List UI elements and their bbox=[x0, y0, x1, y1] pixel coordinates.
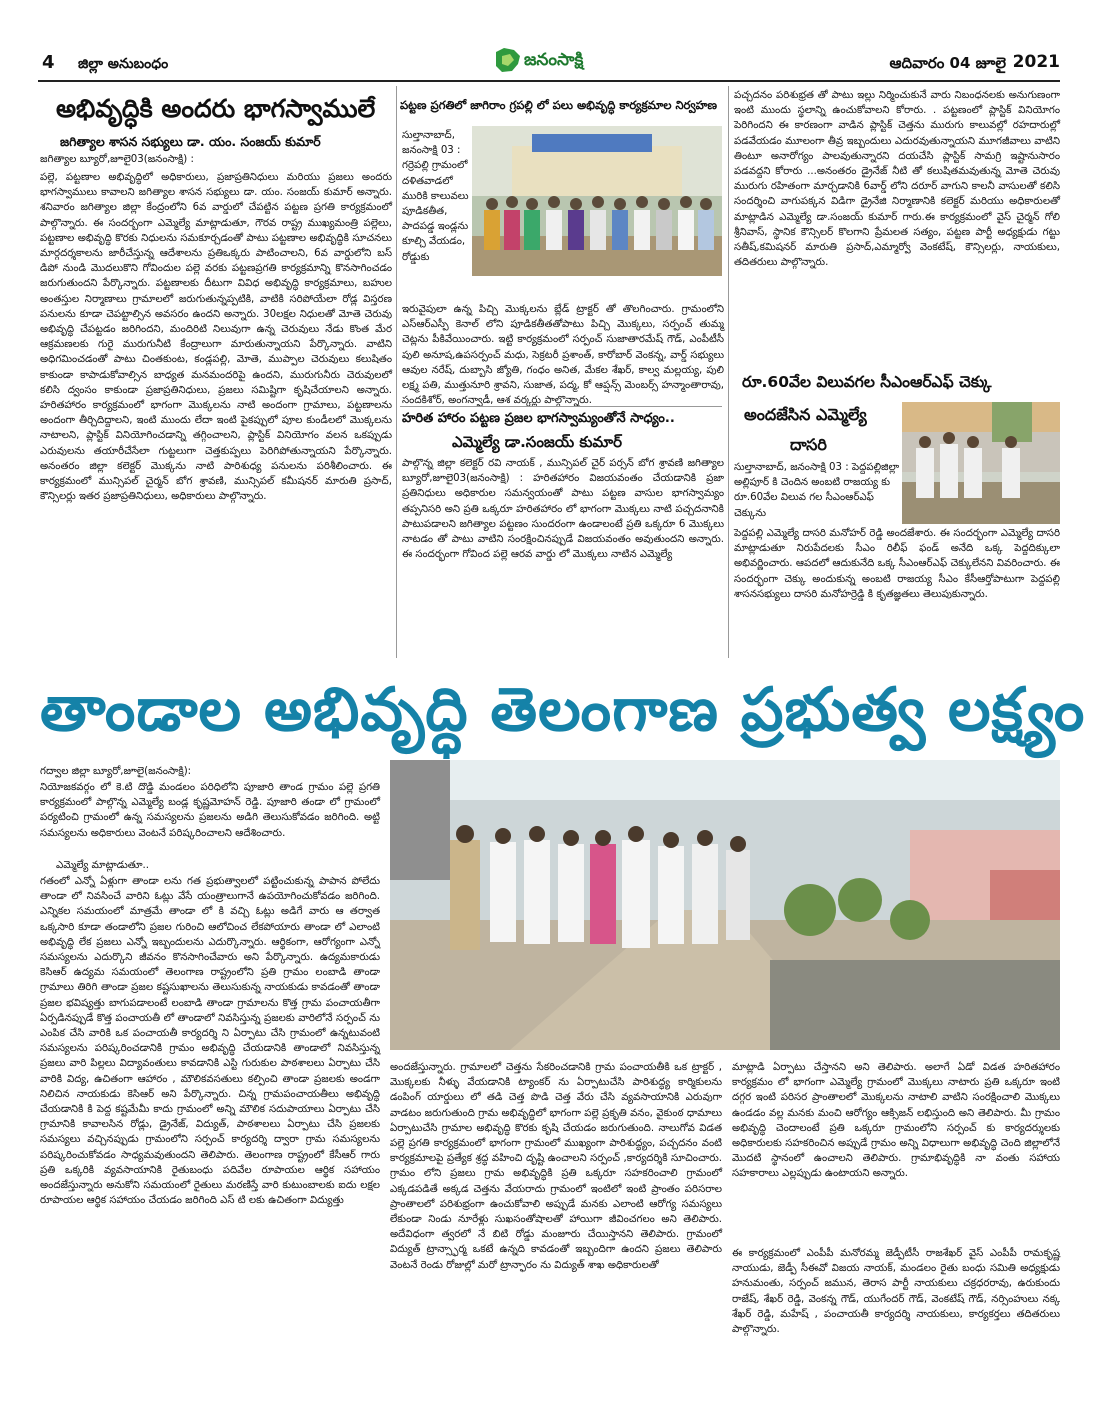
main-col3-body: మాట్లాడి ఏర్పాటు చేస్తానని అని తెలిపారు. అలాగే ఏడో విడత హరితహారం కార్యక్రమం లో భాగంగా ఎమ్మెల్యే గ్రామంలో మొక్కలు నాటారు ప్రతి ఒక్కరూ ఇంటి దగ్గర ఇంటి పరిసర ప్రాంతాలలో మొక్కలను నాటాలి వాటిని సంరక్షించాలి మొక్కలు ఉండడం వల్ల మనకు మంచి ఆరోగ్యం ఆక్సిజన్ లభిస్తుంది అని తెలిపారు. మీ గ్రామం అభివృద్ధి చెందాలంటే ప్రతి ఒక్కరూ గ్రామంలోని సర్పంచ్ కు కార్యదర్శులకు అధికారులకు సహకరించిన అప్పుడే గ్రామం అన్ని విధాలుగా అభివృద్ధి చెంది జిల్లాలోనే మొదటి స్థానంలో ఉంచాలని తెలిపారు. గ్రామాభివృద్ధికి నా వంతు సహాయ సహకారాలు ఎల్లప్పుడు ఉంటాయని అన్నారు. bbox=[732, 1062, 1060, 1180]
section-title: జిల్లా అనుబంధం bbox=[78, 56, 169, 72]
masthead-logo bbox=[492, 46, 612, 78]
main-headline: తాండాల అభివృద్ధి తెలంగాణ ప్రభుత్వ లక్ష్యం bbox=[40, 675, 1086, 745]
article1-subhead: జగిత్యాల శాసన సభ్యులు డా. యం. సంజయ్ కుమార్ bbox=[60, 134, 321, 149]
article1-dateline: జగిత్యాల బ్యూరో,జూలై03(జనంసాక్షి) : bbox=[40, 154, 194, 165]
article2-photo bbox=[472, 126, 722, 276]
main-dateline: గద్వాల జిల్లా బ్యూరో,జూలై(జనంసాక్షి): bbox=[40, 766, 192, 777]
article2-headline: పట్టణ ప్రగతిలో జాగిరాం గ్రపల్లి లో పలు అభివృద్ధి కార్యక్రమాల నిర్వహణ bbox=[400, 98, 718, 112]
main-col3-attendees: ఈ కార్యక్రమంలో ఎంపీపీ మనోరమ్మ జెడ్పీటీసీ రాజశేఖర్ వైస్ ఎంపీపీ రామకృష్ణ నాయుడు, జెడ్పీ సీఈవో విజయ నాయక్, మండలం రైతు బంధు సమితి అధ్యక్షుడు హనుమంతు, సర్పంచ్ జమున, తెరాస పార్టీ నాయకులు చక్రధరరావు, ఉరుకుందు రాజేష్, శేఖర్ రెడ్డి, వెంకన్న గౌడ్, యుగేందర్ గౌడ్, వెంకటేష్ గౌడ్, నర్సింహులు నక్క శేఖర్ రెడ్డి, మహేష్ , పంచాయతీ కార్యదర్శి నాయకులు, కార్యకర్తలు తదితరులు పాల్గొన్నారు. bbox=[732, 1248, 1060, 1336]
article5-side-text: సుల్తానాబాద్, జనంసాక్షి 03 : పెద్దపల్లిజిల్లా అల్లిపూర్ కి చెందిన అంబటి రాజయ్య కు రూ.60వేల విలువ గల సీఎంఆర్ఎఫ్ చెక్కును bbox=[734, 462, 900, 519]
article3-headline: హరిత హారం పట్టణ ప్రజల భాగస్వామ్యంతోనే సాధ్యం.. bbox=[402, 411, 675, 426]
issue-date: ఆదివారం 04 జూలై bbox=[889, 54, 1006, 72]
article2-side-text: సుల్తానాబాద్, జనంసాక్షి 03 : గర్రెపల్లి గ్రామంలో దళితవాడలో మురికి కాలువలు పూడికతీత, పాదపడ్డ ఇండ్లను కూల్చి వేయడం, రోడ్డుకు bbox=[402, 130, 469, 263]
column-divider bbox=[396, 86, 397, 658]
header-rule bbox=[38, 80, 1060, 82]
article2-body: ఇరువైపులా ఉన్న పిచ్చి మొక్కలను బ్లేడ్ ట్రాక్టర్ తో తొలగించారు. గ్రామంలోని ఎస్ఆర్ఎస్పీ కెనాల్ లోని పూడికతీతతోపాటు పిచ్చి మొక్కలు, సర్పంచ్ తుమ్మ చెట్లను పీకివేయించారు. ఇట్టి కార్యక్రమంలో సర్పంచ్ సుజాతారమేష్ గౌడ్, ఎంపీటీసీ పులి అనూష,ఉపసర్పంచ్ మధు, సెక్రటరీ ప్రశాంత్, కారోబార్ వెంకన్న, వార్డ్ సభ్యులు ఆవుల నరేష్, దుబ్బాసి జ్యోతి, గంధం అనిత, మేకల శేఖర్, కాల్వ మల్లయ్య, పులి లక్ష్మ పతి, ముత్తునూరి శ్రావని, సుజాత, పద్మ, కో ఆప్షన్స్ మెంబర్స్ హన్మాంతారావు, సందకిశోర్, అంగన్వాడీ, ఆశ వర్కర్లు పాల్గొన్నారు. bbox=[402, 304, 724, 407]
main-col1-body: గతంలో ఎన్నో ఏళ్లుగా తాండా లను గత ప్రభుత్వాలలో పట్టించుకున్న పాపాన పోలేదు తాండా లో నివసించే వారిని ఓట్లు వేసే యంత్రాలుగానే ఉపయోగించుకోవడం జరిగింది. ఎన్నికల సమయంలో మాత్రమే తాండా లో కి వచ్చి ఓట్లు అడిగే వారు ఆ తర్వాత ఒక్కసారి కూడా తండాలోని ప్రజల గురించి ఆలోచించ లేకపోయారు తాండా లో ఎలాంటి అభివృద్ధి లేక ప్రజలు ఎన్నో ఇబ్బందులను ఎదుర్కొన్నారు. ఆర్థికంగా, ఆరోగ్యంగా ఎన్నో సమస్యలను ఎదుర్కొని జీవనం కొనసాగించేవారు అని పేర్కొన్నారు. ఉద్యమకారుడు కెసిఆర్ ఉద్యమ సమయంలో తెలంగాణ రాష్ట్రంలోని ప్రతి గ్రామం లంబాడి తాండా గ్రామాలు తిరిగి తాండా ప్రజల కష్టసుఖాలను తెలుసుకున్న నాయకుడు కావడంతో తాండా ప్రజల భవిష్యత్తు బాగుపడాలంటే లంబాడి తాండా గ్రామాలను కొత్త గ్రామ పంచాయతీగా ఏర్పడినప్పుడే కొత్త పంచాయతీ లో తాండాలో నివసిస్తున్న ప్రజలకు వారిలోనే సర్పంచ్ ను ఎంపిక చేసి వారికి ఒక పంచాయతీ కార్యదర్శి ని ఏర్పాటు చేసి గ్రామంలో ఉన్నటువంటి సమస్యలను పరిష్కరించడానికి గ్రామం అభివృద్ధి చేయడానికి తాండాలో నివసిస్తున్న ప్రజలు వారి పిల్లలు విద్యావంతులు కావడానికి ఎస్టి గురుకుల పాఠశాలలు ఏర్పాటు చేసి వారికి విద్య, ఉచితంగా ఆహారం , మౌలికవసతులు కల్పించి తాండా ప్రజలకు అండగా నిలిచిన నాయకుడు కెసిఆర్ అని పేర్కొన్నారు. చిన్న గ్రామపంచాయతీలు అభివృద్ధి చేయడానికి కి పెద్ద కష్టమేమీ కాదు గ్రామంలో అన్ని మౌలిక సదుపాయాలు ఏర్పాటు చేసి గ్రామానికి కావాలసిన రోడ్లు, డ్రైనేజ్, విద్యుత్, పాఠశాలలు ఏర్పాటు చేసి ప్రజలకు సమస్యలు వచ్చినప్పుడు గ్రామంలోని సర్పంచ్ కార్యదర్శి ద్వారా గ్రామ సమస్యలను పరిష్కరించుకోవడం సాధ్యమవుతుందని తెలిపారు. తెలంగాణ రాష్ట్రంలో కేసీఆర్ గారు ప్రతి ఒక్కరికి వ్యవసాయానికి రైతుబంధు పదివేల రూపాయల ఆర్థిక సహాయం అందజేస్తున్నారు అనుకోని సమయంలో రైతులు మరణిస్తే వారి కుటుంబాలకు ఐదు లక్షల రూపాయల ఆర్థిక సహాయం చేయడం జరిగింది ఎస్ టి లకు ఉచితంగా విద్యుత్తు bbox=[40, 876, 380, 1207]
article5-headline-line3: దాసరి bbox=[790, 435, 827, 454]
main-col1-intro: నియోజకవర్గం లో కె.టి దొడ్డి మండలం పరిధిలోని పూజారి తాండ గ్రామం పల్లె ప్రగతి కార్యక్రమంలో పాల్గొన్న ఎమ్మెల్యే బండ్ల కృష్ణమోహన్ రెడ్డి. పూజారి తండా లో గ్రామంలో పర్యటించి గ్రామంలో ఉన్న సమస్యలను ప్రజలను అడిగి తెలుసుకోవడం జరిగింది. అట్టి సమస్యలను అధికారులు వెంటనే పరిష్కరించాలని ఆదేశించారు. bbox=[40, 782, 380, 839]
article-divider bbox=[400, 406, 722, 407]
article3-subhead: ఎమ్మెల్యే డా.సంజయ్ కుమార్ bbox=[452, 433, 622, 451]
main-col1-quote-lead: ఎమ్మెల్యే మాట్లాడుతూ.. bbox=[56, 860, 149, 871]
main-photo bbox=[390, 760, 1060, 1050]
main-col2-body: అందజేస్తున్నారు. గ్రామాలలో చెత్తను సేకరించడానికి గ్రామ పంచాయతీకి ఒక ట్రాక్టర్ , మొక్కలకు నీళ్ళు వేయడానికి ట్యాంకర్ ను ఏర్పాటుచేసి పారిశుద్ధ్య కార్మికులను డంపింగ్ యార్డులు లో తడి చెత్త పొడి చెత్త వేరు చేసి వ్యవసాయానికి ఎరువుగా వాడటం జరుగుతుంది గ్రామ అభివృద్ధిలో భాగంగా పల్లె ప్రకృతి వనం, వైకుంఠ ధామాలు ఏర్పాటుచేసి గ్రామాల అభివృద్ధి కొరకు కృషి చేయడం జరుగుతుంది. నాలుగోవ విడత పల్లె ప్రగతి కార్యక్రమంలో భాగంగా గ్రామంలో ముఖ్యంగా పారిశుద్ధ్యం, పచ్చదనం వంటి కార్యక్రమాలపై ప్రత్యేక శ్రద్ధ వహించి దృష్టి ఉంచాలని సర్పంచ్ ,కార్యదర్శికి సూచించారు. గ్రామం లోని ప్రజలు గ్రామ అభివృద్ధికి ప్రతి ఒక్కరూ సహకరించాలి గ్రామంలో ఎక్కడపడితే అక్కడ చెత్తను వేయరాదు గ్రామంలో ఇంటిలో ఇంటి ప్రాంతం పరిసరాల ప్రాంతాలలో పరిశుభ్రంగా ఉంచుకోవాలి అప్పుడే మనకు ఎలాంటి ఆరోగ్య సమస్యలు లేకుండా నిండు నూరేళ్లు సుఖసంతోషాలతో హాయిగా జీవించగలం అని తెలిపారు. అదేవిధంగా త్వరలో నే బిటి రోడ్డు మంజూరు చేయిస్తానని తెలిపారు. గ్రామంలో విద్యుత్ ట్రాన్స్ఫార్మ ఒకటే ఉన్నది కావడంతో ఇబ్బందిగా ఉందని ప్రజలు తెలిపారు వెంటనే రెండు రోజుల్లో మరో ట్రాన్ఫారం ను విద్యుత్ శాఖ అధికారులతో bbox=[390, 1062, 722, 1271]
article5-body: పెద్దపల్లి ఎమ్మెల్యే దాసరి మనోహర్ రెడ్డి అందజేశారు. ఈ సందర్భంగా ఎమ్మెల్యే దాసరి మాట్లాడుతూ నిరుపేదలకు సీఎం రిలీఫ్ ఫండ్ అనేది ఒక్క పెద్దదిక్కులా అభివర్ణించారు. ఆపదలో ఆదుకునేది ఒక్క సీఎంఆర్ఎఫ్ చెక్కులేనని వివరించారు. ఈ సందర్భంగా చెక్కు అందుకున్న అంబటి రాజయ్య సీఎం కేసీఆర్తోపాటుగా పెద్దపల్లి శాసనసభ్యులు దాసరి మనోహర్రెడ్డి కి కృతజ్ఞతలు తెలుపుకున్నారు. bbox=[734, 528, 1060, 600]
article5-headline-line2: అందజేసిన ఎమ్మెల్యే bbox=[744, 405, 867, 424]
article3-body: పాల్గొన్న జిల్లా కలెక్టర్ రవి నాయక్ , మున్సిపల్ చైర్ పర్సన్ బోగ శ్రావణి జగిత్యాల బ్యూరో,జూలై03(జనంసాక్షి) : హరితహారం విజయవంతం చేయడానికి ప్రజా ప్రతినిధులు అధికారుల సమన్వయంతో పాటు పట్టణ వాసుల భాగస్వామ్యం తప్పనిసరి అని ప్రతి ఒక్కరూ హరితహారం లో భాగంగా మొక్కలు నాటి పచ్చదనానికి పాటుపడాలని జగిత్యాల పట్టణం సుందరంగా ఉండాలంటే ప్రతి ఒక్కరూ 6 మొక్కలు నాటడం తో పాటు వాటిని సంరక్షించినప్పుడే విజయవంతం అవుతుందని అన్నారు. ఈ సందర్భంగా గోవింద పల్లె ఆరవ వార్డు లో మొక్కలు నాటిన ఎమ్మెల్యే bbox=[402, 458, 724, 561]
article1-headline: అభివృద్ధికి అందరు భాగస్వాములే bbox=[56, 94, 376, 123]
article1-body: పల్లె, పట్టణాల అభివృద్ధిలో అధికారులు, ప్రజాప్రతినిధులు మరియు ప్రజలు అందరు భాగస్వాములు కావాలని జగిత్యాల శాసన సభ్యులు డా. యం. సంజయ్ కుమార్ అన్నారు. శనివారం జగిత్యాల జిల్లా కేంద్రంలోని 6వ వార్డులో చేపట్టిన పట్టణ ప్రగతి కార్యక్రమంలో పాల్గొన్నారు. ఈ సందర్బంగా ఎమ్మెల్యే మాట్లాడుతూ, గౌరవ రాష్ట్ర ముఖ్యమంత్రి పల్లెలు, పట్టణాల అభివృద్ధి కొరకు నిధులను సమకూర్చడంతో పాటు పట్టణాల అభివృద్ధికి సూచనలు మార్గదర్శకాలను జారీచేస్తున్న ఆదేశాలను ప్రతిఒక్కరు పాటించాలని, 6వ వార్డులోని బస్ డిపో నుండి మొదలుకొని గోవిందుల పల్లె వరకు పట్టణప్రగతి కార్యక్రమాన్ని కొనసాగించడం జరుగుతుందని పేర్కొన్నారు. పట్టణాలకు దీటుగా వివిధ అభివృద్ధి కార్యక్రమాలు, బహుల అంతస్తుల నిర్మాణాలు గ్రామాలలో జరుగుతున్నప్పటికి, వాటికి సరిపోయేలా రోడ్ల విస్తరణ పనులను కూడా చెపట్టాల్సిన అవసరం ఉందని అన్నారు. 30లక్షల నిధులతో మోతె చెరువు అభివృద్ధి చేపట్టడం జరిగిందని, మందిరిటి నిలువుగా ఉన్న చెరువులు నేడు కొంత మేర ఆక్రమణలకు గురై మురుగునీటి కేంద్రాలుగా మారుతున్నాయని పేర్కొన్నారు. వాటిని అధిగమించడంతో పాటు చింతకుంట, కండ్లపల్లి, మోతె, ముప్పాల చెరువులు కలుషితం కాకుండా కాపాడుకోవాల్సిన బాధ్యత మనమందరిపై ఉందని, మురుగునీరు చెరువులలో కలిసి ద్వంసం కాకుండా ప్రజాప్రతినిధులు, ప్రజలు సమిష్టిగా కృషిచేయాలని అన్నారు. హరితహారం కార్యక్రమంలో భాగంగా మొక్కలను నాటి అందంగా గ్రామాలు, పట్టణాలను అందంగా తీర్చిదిద్దాలని, ఇంటి ముందు లేదా ఇంటి పైకప్పులో పూల కుండీలలో మొక్కలను నాటాలని, ప్లాస్టిక్ వినియోగించడాన్ని తగ్గించాలని, ప్లాస్టిక్ వినియోగం వలన ఒకప్పుడు ఎరువులను తయారీచేసేలా గుట్టలుగా చెత్తకుప్పలు పెరిగిపోతున్నాయని పేర్కొన్నారు. అనంతరం జిల్లా కలెక్టర్ మొక్కను నాటి పారిశుధ్య పనులను పరిశీలించారు. ఈ కార్యక్రమంలో మున్సిపల్ చైర్మన్ బోగ శ్రావణి, మున్సిపల్ కమీషనర్ మారుతి ప్రసాద్, కౌన్సిలర్లు ఇతర ప్రజాప్రతినిధులు, అధికారులు పాల్గొన్నారు. bbox=[40, 172, 392, 503]
telangana-map-icon bbox=[492, 46, 522, 74]
article4-body: పచ్చదనం పరిశుభ్రత తో పాటు ఇల్లు నిర్మించుకునే వారు నిబంధనలకు అనుగుణంగా ఇంటి ముందు స్థలాన్ని ఉంచుకోవాలని కోరారు. . పట్టణంలో ప్లాస్టిక్ వినియోగం పెరిగిందని ఈ కారణంగా వాడిన ప్లాస్టిక్ చెత్తను మురుగు కాలువల్లో రహదారుల్లో పడవేయడం మూలంగా తీవ్ర ఇబ్బందులు ఎదురవుతున్నాయని మూగజీవాలు వాటిని తింటూ అనారోగ్యం పాలవుతున్నారని దయచేసి ప్లాస్టిక్ సామగ్రి ఇష్టానుసారం పడవద్దని కోరారు ...అనంతరం డ్రైనేజ్ నీటి తో కలుషితమవుతున్న మోతె చెరువు మురుగు రహితంగా మార్చడానికి 6వార్డ్ లోని దరూర్ వాగుని కాలనీ వాసులతో కలిసి సందర్శించి వాగుపక్కన విడిగా డ్రైనేజి నిర్మాణానికి కలెక్టర్ మరియు అధికారులతో మాట్లాడిన ఎమ్మెల్యే డా.సంజయ్ కుమార్ గారు.ఈ కార్యక్రమంలో వైస్ చైర్మన్ గోలి శ్రీనివాస్, స్థానిక కౌన్సిలర్ కొలగాని ప్రేమలత సత్యం, పట్టణ పార్టీ అధ్యక్షుడు గట్టు సతీష్,కమిషనర్ మారుతి ప్రసాద్,ఎమ్మార్వో వెంకటేష్, కౌన్సిలర్లు, నాయకులు, తదితరులు పాల్గొన్నారు. bbox=[734, 90, 1060, 269]
article5-headline-line1: రూ.60వేల విలువగల సీఎంఆర్ఎఫ్ చెక్కు bbox=[742, 373, 992, 391]
article5-photo bbox=[902, 402, 1060, 524]
column-divider bbox=[728, 86, 729, 658]
issue-year: 2021 bbox=[1012, 52, 1060, 72]
logo-text: జనంసాక్షి bbox=[524, 50, 584, 70]
page-number: 4 bbox=[42, 52, 55, 73]
